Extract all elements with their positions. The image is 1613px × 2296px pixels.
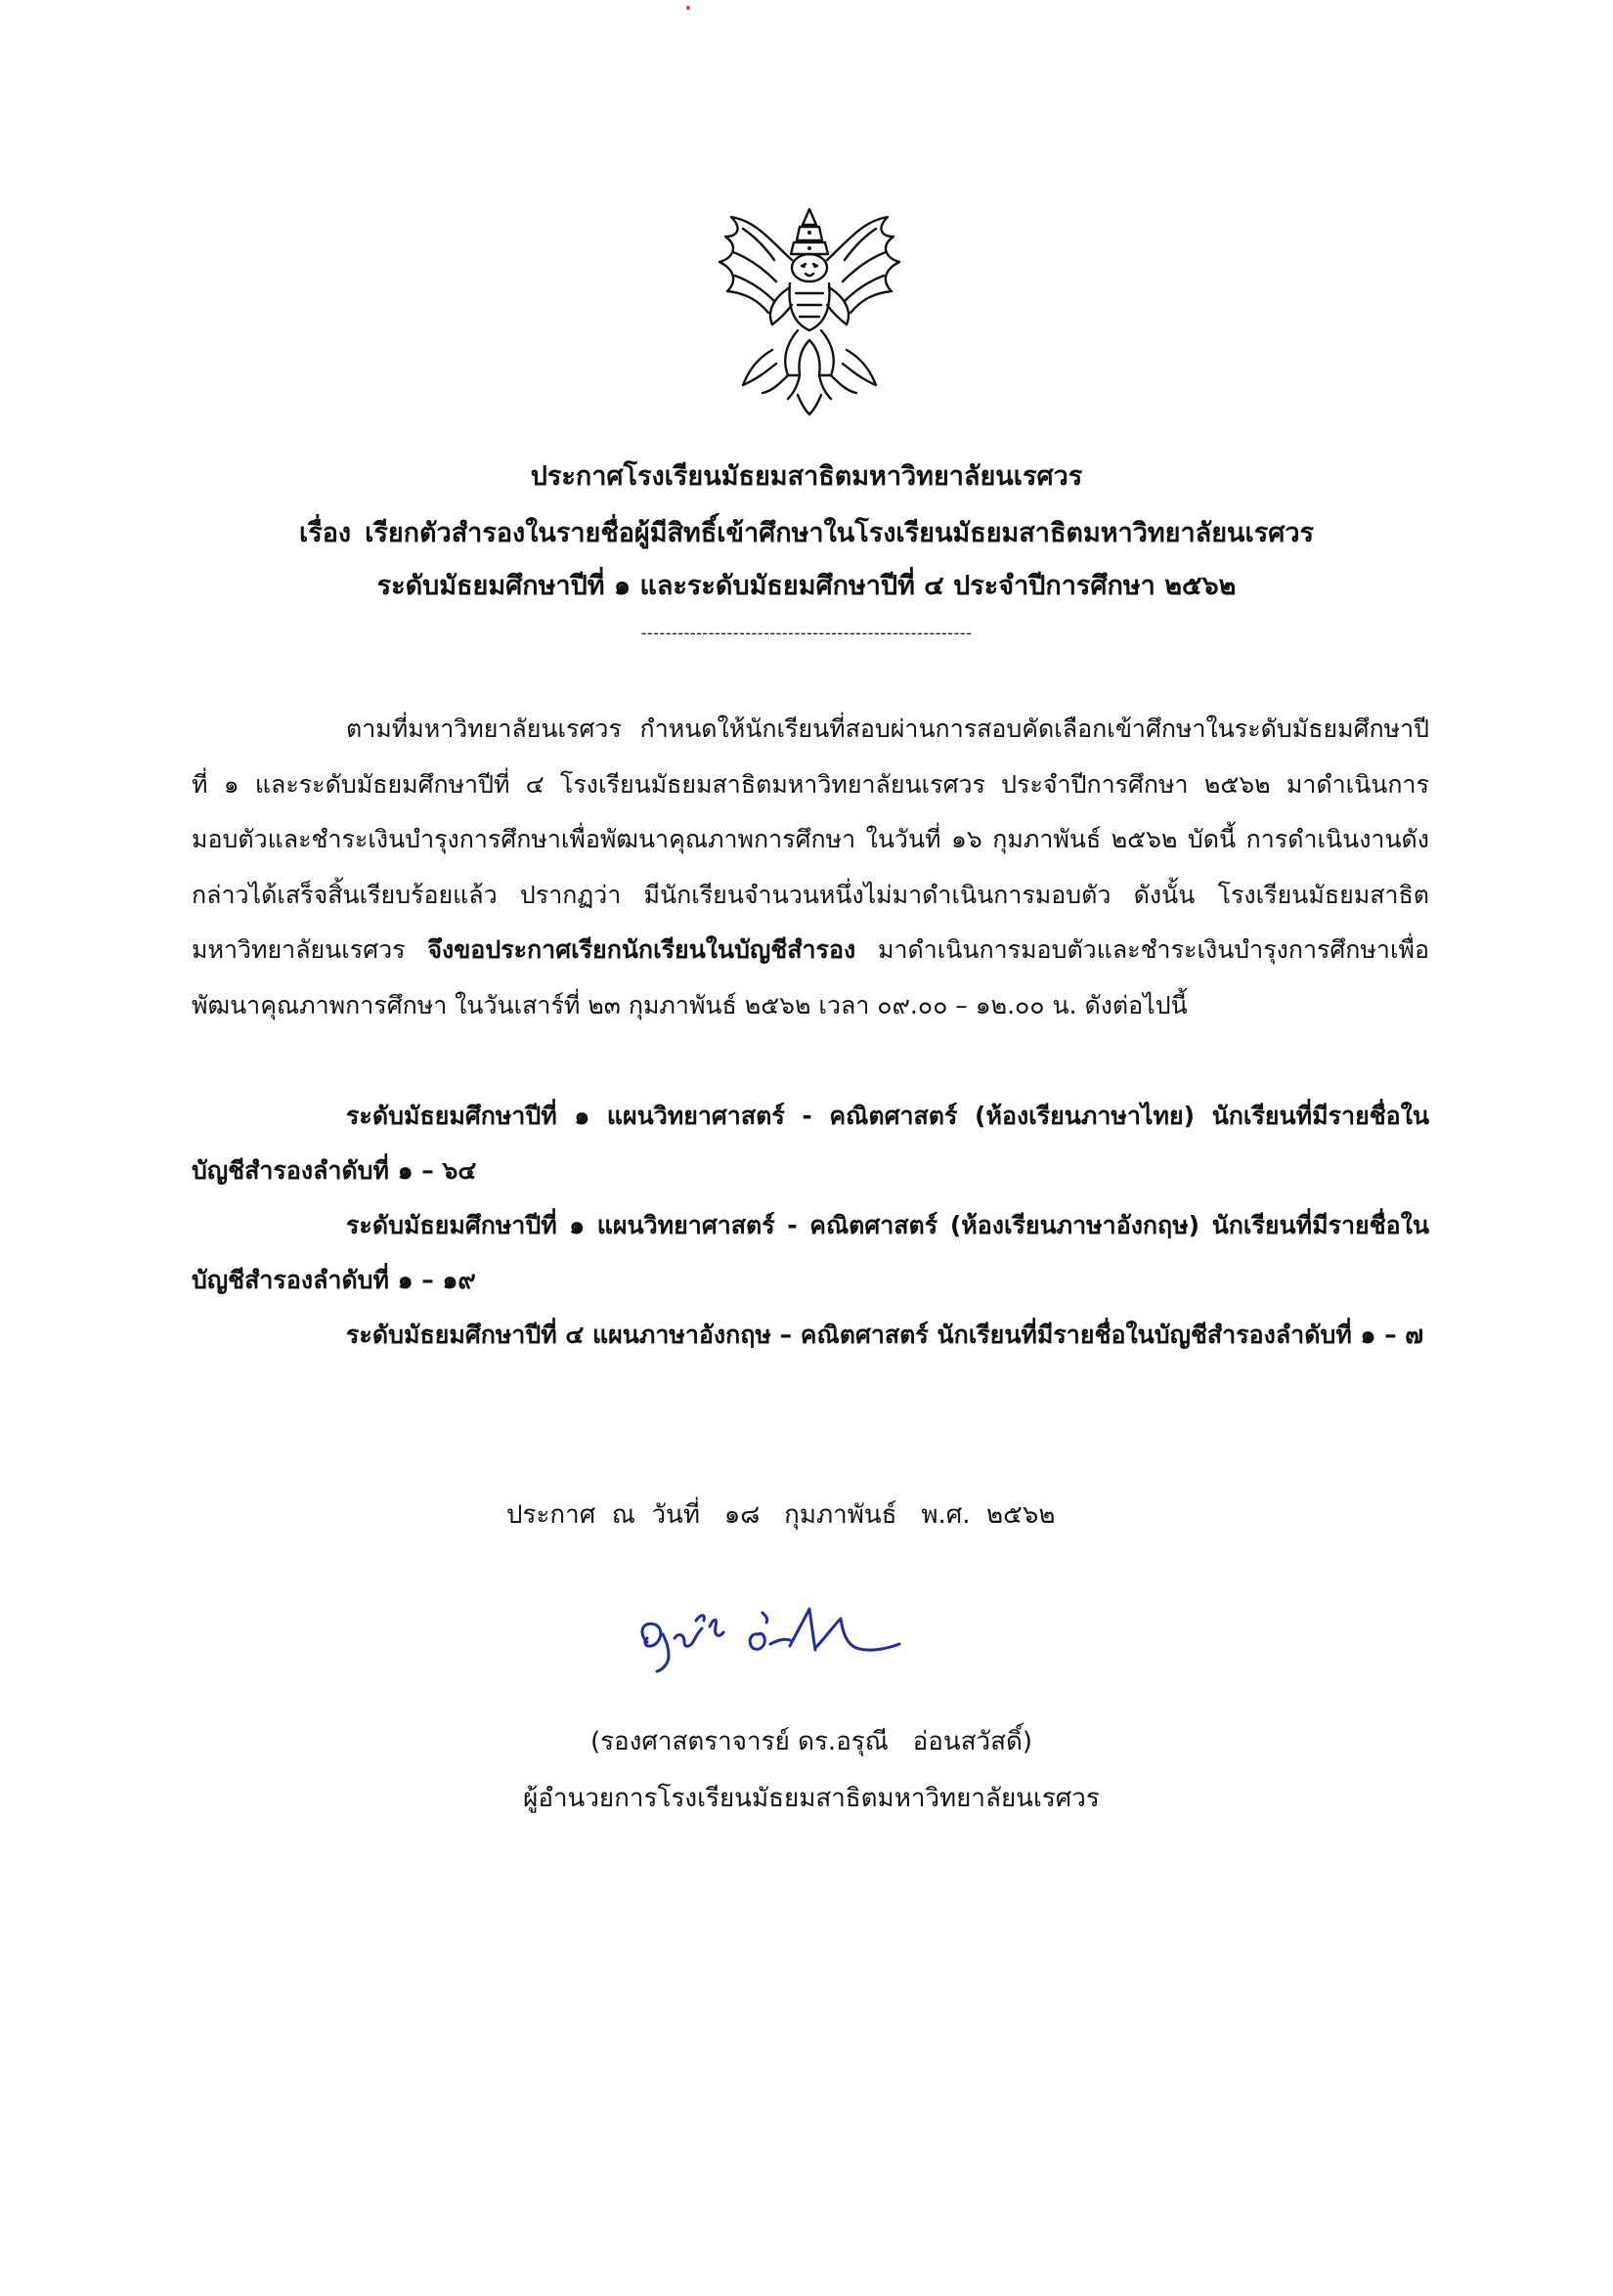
level-item: ระดับมัธยมศึกษาปีที่ ๔ แผนภาษาอังกฤษ – คณิตศาสตร์ นักเรียนที่มีรายชื่อในบัญชีสำรองลำดับที่ ๑ – ๗ <box>346 1321 1424 1349</box>
subject-label: เรื่อง <box>298 518 352 548</box>
intro-tail-text: มาดำเนินการมอบตัวและชำระเงินบำรุงการศึกษาเพื่อพัฒนาคุณภาพการศึกษา ในวันเสาร์ที่ ๒๓ กุมภาพันธ์ ๒๕๖๒ เวลา ๐๙.๐๐ – ๑๒.๐๐ น. ดังต่อไปนี้ <box>192 935 1429 1019</box>
announcement-level-line: ระดับมัธยมศึกษาปีที่ ๑ และระดับมัธยมศึกษาปีที่ ๔ ประจำปีการศึกษา ๒๕๖๒ <box>376 571 1237 601</box>
title-divider: ------------------------------------------------------ <box>640 624 973 642</box>
handwritten-signature <box>633 1599 937 1677</box>
intro-paragraph <box>192 702 1429 1033</box>
announcement-title: ประกาศโรงเรียนมัธยมสาธิตมหาวิทยาลัยนเรศวร <box>530 461 1083 492</box>
level-item: ระดับมัธยมศึกษาปีที่ ๑ แผนวิทยาศาสตร์ - คณิตศาสตร์ (ห้องเรียนภาษาอังกฤษ) นักเรียนที่มีรายชื่อในบัญชีสำรองลำดับที่ ๑ – ๑๙ <box>192 1211 1429 1294</box>
level-item: ระดับมัธยมศึกษาปีที่ ๑ แผนวิทยาศาสตร์ - คณิตศาสตร์ (ห้องเรียนภาษาไทย) นักเรียนที่มีรายชื่อในบัญชีสำรองลำดับที่ ๑ – ๖๔ <box>192 1102 1429 1185</box>
scan-speck <box>686 6 690 10</box>
signer-position: ผู้อำนวยการโรงเรียนมัธยมสาธิตมหาวิทยาลัยนเรศวร <box>523 1784 1100 1813</box>
garuda-emblem-icon <box>704 203 915 416</box>
announcement-body <box>192 702 1429 1033</box>
intro-text: ตามที่มหาวิทยาลัยนเรศวร กำหนดให้นักเรียนที่สอบผ่านการสอบคัดเลือกเข้าศึกษาในระดับมัธยมศึกษาปีที่ ๑ และระดับมัธยมศึกษาปีที่ ๔ โรงเรียนมัธยมสาธิตมหาวิทยาลัยนเรศวร ประจำปีการศึกษา ๒๕๖๒ มาดำเนินการมอบตัวและชำระเงินบำรุงการศึกษาเพื่อพัฒนาคุณภาพการศึกษา ในวันที่ ๑๖ กุมภาพันธ์ ๒๕๖๒ บัดนี้ การดำเนินงานดังกล่าวได้เสร็จสิ้นเรียบร้อยแล้ว ปรากฏว่า มีนักเรียนจำนวนหนึ่งไม่มาดำเนินการมอบตัว ดังนั้น โรงเรียนมัธยมสาธิตมหาวิทยาลัยนเรศวร <box>192 715 1429 964</box>
reserve-levels-list <box>192 1089 1429 1363</box>
subject-text: เรียกตัวสำรองในรายชื่อผู้มีสิทธิ์เข้าศึกษาในโรงเรียนมัธยมสาธิตมหาวิทยาลัยนเรศวร <box>365 518 1315 548</box>
announcement-date: ประกาศ ณ วันที่ ๑๘ กุมภาพันธ์ พ.ศ. ๒๕๖๒ <box>506 1500 1056 1530</box>
announcement-subject <box>147 514 1466 553</box>
intro-bold-text: จึงขอประกาศเรียกนักเรียนในบัญชีสำรอง <box>427 935 856 964</box>
signer-name: (รองศาสตราจารย์ ดร.อรุณี อ่อนสวัสดิ์) <box>589 1727 1033 1756</box>
